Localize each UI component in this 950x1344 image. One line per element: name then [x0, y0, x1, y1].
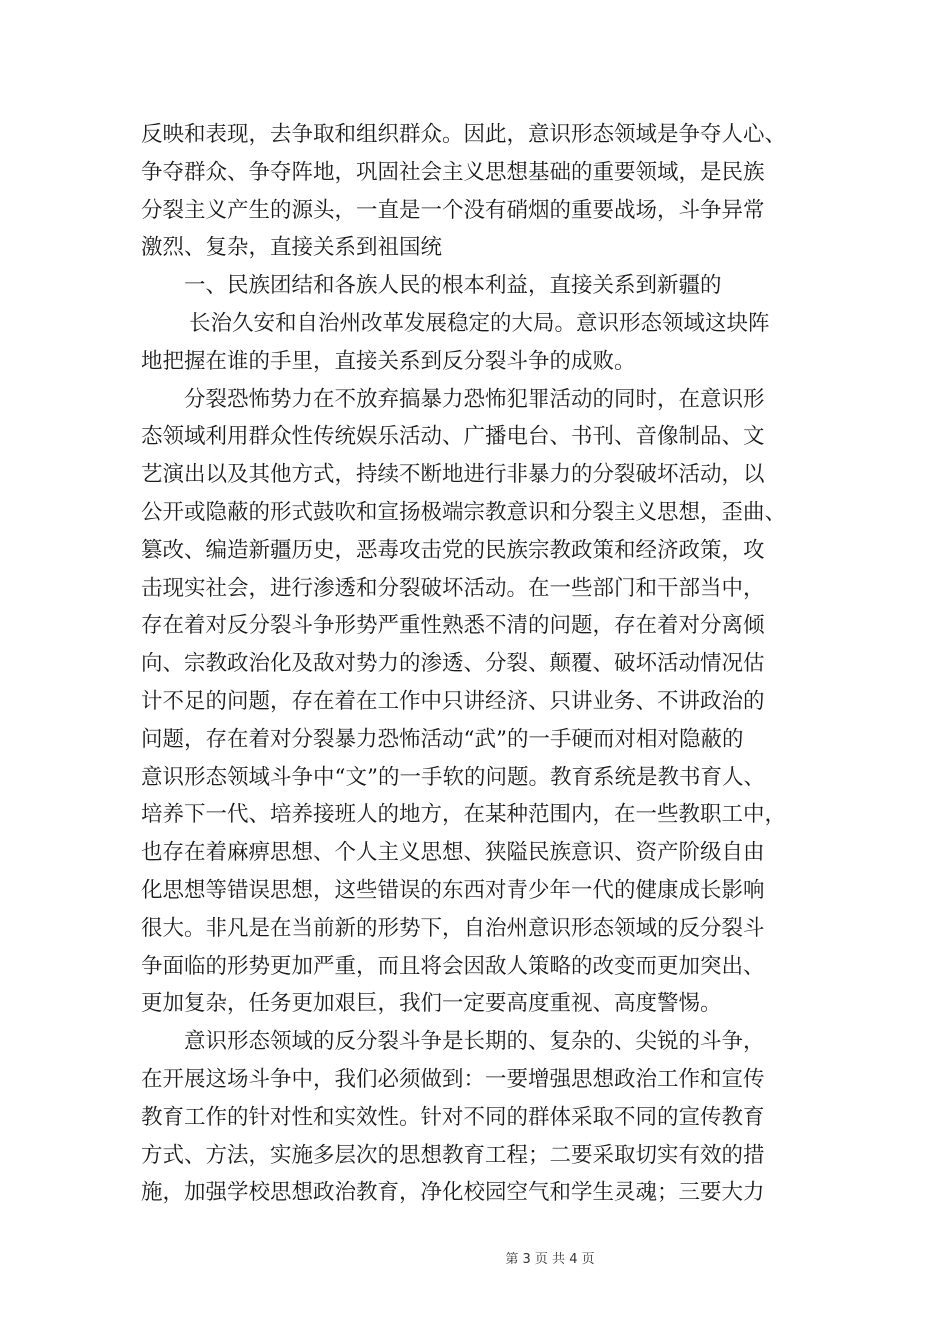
text-line: 在开展这场斗争中，我们必须做到：一要增强思想政治工作和宣传 — [141, 1066, 765, 1092]
document-body — [141, 116, 821, 1212]
text-line: 击现实社会，进行渗透和分裂破坏活动。在一些部门和干部当中， — [141, 575, 765, 601]
text-line: 问题，存在着对分裂暴力恐怖活动“武”的一手硬而对相对隐蔽的 — [141, 726, 744, 752]
text-line: 地把握在谁的手里，直接关系到反分裂斗争的成败。 — [141, 348, 636, 374]
text-line: 也存在着麻痹思想、个人主义思想、狭隘民族意识、资产阶级自由 — [141, 840, 765, 866]
paragraph-start: 分裂恐怖势力在不放弃搞暴力恐怖犯罪活动的同时，在意识形 — [184, 386, 765, 412]
text-line: 分裂主义产生的源头，一直是一个没有硝烟的重要战场，斗争异常 — [141, 197, 765, 223]
text-line: 长治久安和自治州改革发展稳定的大局。意识形态领域这块阵 — [189, 310, 770, 336]
text-line: 很大。非凡是在当前新的形势下，自治州意识形态领域的反分裂斗 — [141, 915, 765, 941]
text-line: 培养下一代、培养接班人的地方，在某种范围内，在一些教职工中， — [141, 802, 787, 828]
text-line: 态领域利用群众性传统娱乐活动、广播电台、书刊、音像制品、文 — [141, 424, 765, 450]
text-line: 艺演出以及其他方式，持续不断地进行非暴力的分裂破坏活动，以 — [141, 462, 765, 488]
text-line: 化思想等错误思想，这些错误的东西对青少年一代的健康成长影响 — [141, 877, 765, 903]
text-line: 篡改、编造新疆历史，恶毒攻击党的民族宗教政策和经济政策，攻 — [141, 537, 765, 563]
text-line: 教育工作的针对性和实效性。针对不同的群体采取不同的宣传教育 — [141, 1104, 765, 1130]
text-line: 反映和表现，去争取和组织群众。因此，意识形态领域是争夺人心、 — [141, 122, 787, 147]
paragraph-start: 意识形态领域的反分裂斗争是长期的、复杂的、尖锐的斗争， — [184, 1029, 765, 1055]
text-line: 存在着对反分裂斗争形势严重性熟悉不清的问题，存在着对分离倾 — [141, 613, 765, 639]
text-line: 争夺群众、争夺阵地，巩固社会主义思想基础的重要领域，是民族 — [141, 159, 765, 185]
page-number: 第 3 页 共 4 页 — [505, 1252, 595, 1267]
section-heading: 一、民族团结和各族人民的根本利益，直接关系到新疆的 — [184, 273, 722, 299]
text-line: 计不足的问题，存在着在工作中只讲经济、只讲业务、不讲政治的 — [141, 688, 765, 714]
text-line: 意识形态领域斗争中“文”的一手软的问题。教育系统是教书育人、 — [141, 764, 765, 790]
text-line: 激烈、复杂，直接关系到祖国统 — [141, 235, 443, 261]
text-line: 施，加强学校思想政治教育，净化校园空气和学生灵魂；三要大力 — [141, 1180, 765, 1206]
text-line: 方式、方法，实施多层次的思想教育工程；二要采取切实有效的措 — [141, 1142, 765, 1168]
text-line: 更加复杂，任务更加艰巨，我们一定要高度重视、高度警惕。 — [141, 991, 722, 1017]
text-line: 公开或隐蔽的形式鼓吹和宣扬极端宗教意识和分裂主义思想，歪曲、 — [141, 499, 787, 525]
text-line: 争面临的形势更加严重，而且将会因敌人策略的改变而更加突出、 — [141, 953, 765, 979]
text-line: 向、宗教政治化及敌对势力的渗透、分裂、颠覆、破坏活动情况估 — [141, 651, 765, 677]
